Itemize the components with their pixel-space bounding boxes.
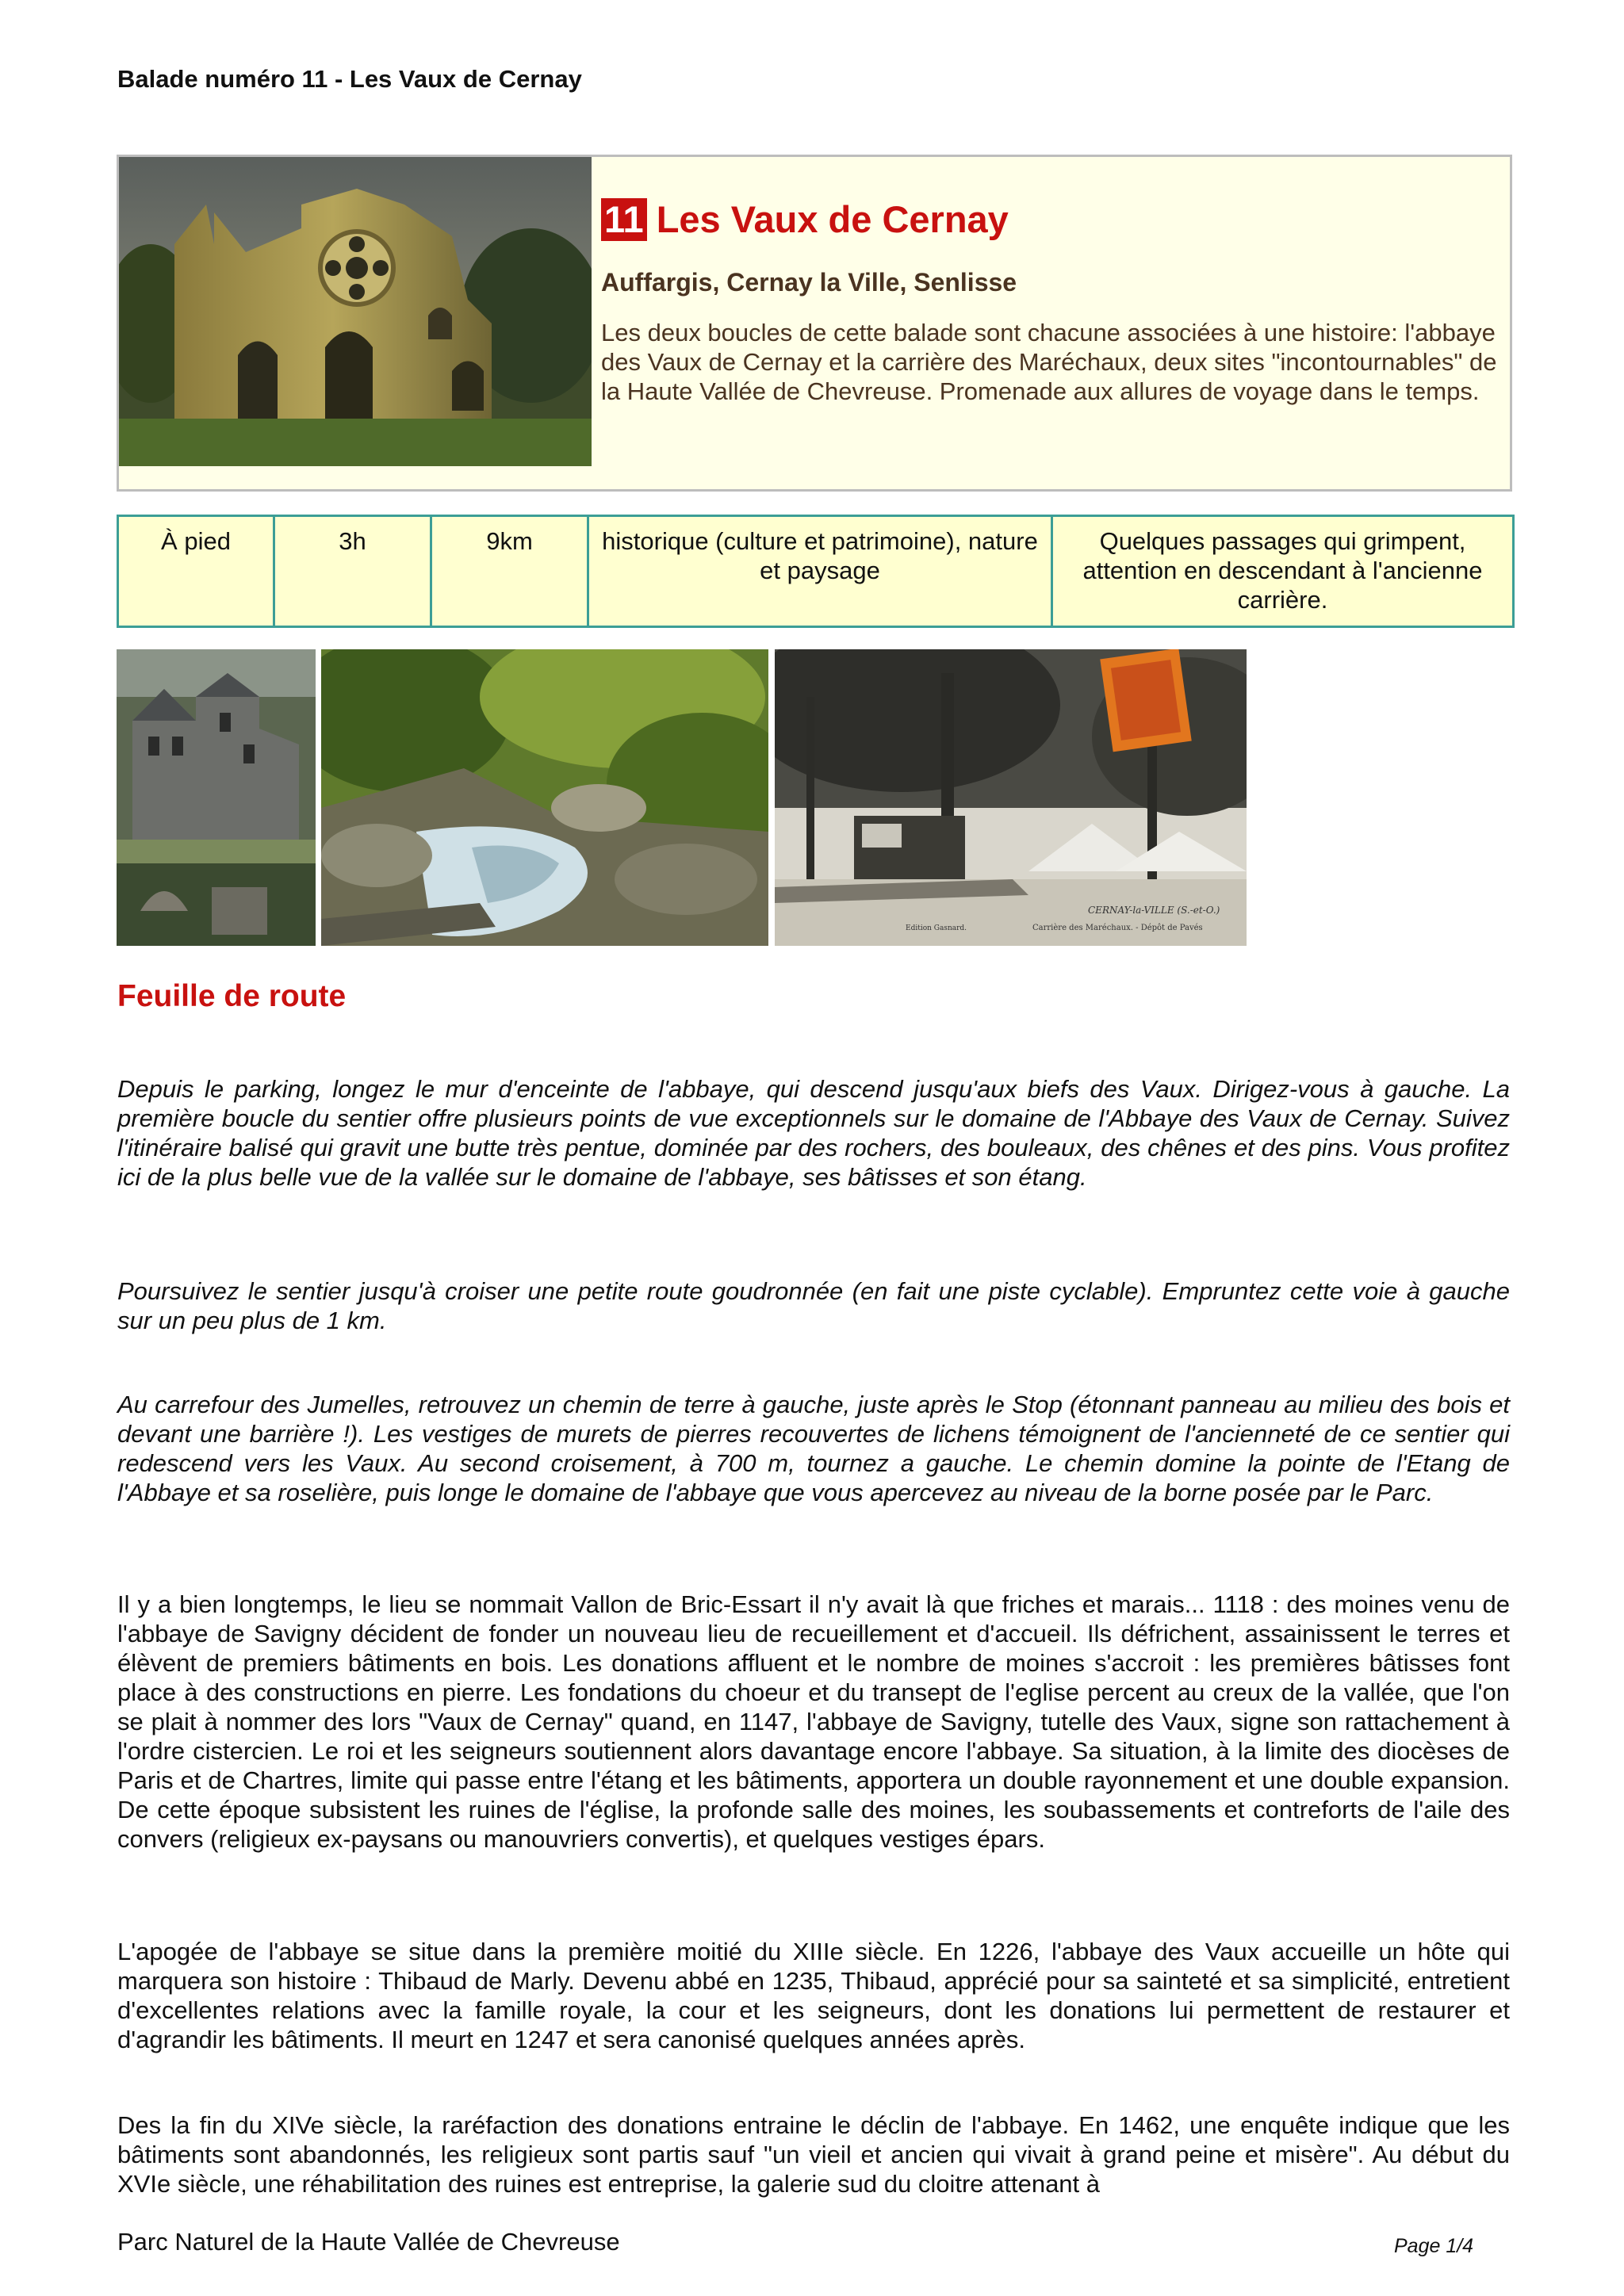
paragraph: L'apogée de l'abbaye se situe dans la première moitié du XIIIe siècle. En 1226, l'abbaye des Vaux accueille un hôte qui marquera son histoire : Thibaud de Marly. Devenu abbé en 1235, Thibaud, apprécié pour sa sainteté et sa simplicité, entretient d'excellentes relations avec la famille royale, la cour et les seigneurs, dont les donations lui permettent de restaurer et d'agrandir les bâtiments. Il meurt en 1247 et sera canonisé quelques années après. [117,1938,1510,2053]
paragraph: Il y a bien longtemps, le lieu se nommait Vallon de Bric-Essart il n'y avait là que friches et marais... 1118 : des moines venu de l'abbaye de Savigny décident de fonder un nouveau lieu de recueillement et d'accueil. Ils défrichent, assainissent le terres et élèvent de premiers bâtiments en bois. Les donations affluent et le nombre de moines s'accroit : les premières bâtisses font place à des constructions en pierre. Les fondations du choeur et du transept de l'eglise percent au creux de la vallée, que l'on se plait à nommer des lors "Vaux de Cernay" quand, en 1147, l'abbaye de Savigny, tutelle des Vaux, signe son rattachement à l'ordre cistercien. Le roi et les seigneurs soutiennent alors davantage encore l'abbaye. Sa situation, à la limite des diocèses de Paris et de Chartres, limite qui passe entre l'étang et les bâtiments, apportera un double rayonnement et une double expansion. De cette époque subsistent les ruines de l'église, la profonde salle des moines, les soubassements et contreforts de l'aile des convers (religieux ex-paysans ou manouvriers convertis), et quelques vestiges épars. [117,1590,1510,1853]
walk-title: Les Vaux de Cernay [656,198,1009,240]
paragraph: Des la fin du XIVe siècle, la raréfaction des donations entraine le déclin de l'abbaye. En 1462, une enquête indique que les bâtiments sont abandonnés, les religieux sont partis sauf "un vieil et ancien qui vivait à grand peine et misère". Au début du XVIe siècle, une réhabilitation des ruines est entreprise, la galerie sud du cloitre attenant à [117,2111,1510,2198]
abbey-buildings-photo [117,649,316,946]
quarry-postcard-photo [775,649,1247,946]
postcard-caption-place: CERNAY-la-VILLE (S.-et-O.) [1088,905,1220,916]
info-distance: 9km [431,516,588,627]
walk-number-badge: 11 [601,198,647,241]
postcard-caption-editor: Edition Gasnard. [906,924,967,932]
paragraph: Au carrefour des Jumelles, retrouvez un chemin de terre à gauche, juste après le Stop (étonnant panneau au milieu des bois et devant une barrière !). Les vestiges de murets de pierres recouvertes de lichens témoignent de l'ancienneté de ce sentier qui redescend vers les Vaux. Au second croisement, à 700 m, tournez a gauche. Le chemin domine la pointe de l'Etang de l'Abbaye et sa roselière, puis longe le domaine de l'abbaye que vous apercevez au niveau de la borne posée par le Parc. [117,1391,1510,1506]
info-difficulty: Quelques passages qui grimpent, attention en descendant à l'ancienne carrière. [1052,516,1514,627]
footer-organization: Parc Naturel de la Haute Vallée de Chevreuse [117,2228,620,2256]
info-theme: historique (culture et patrimoine), nature et paysage [588,516,1052,627]
info-mode: À pied [118,516,274,627]
info-duration: 3h [274,516,431,627]
stream-photo [321,649,768,946]
title-row [601,198,1497,241]
intro-description: Les deux boucles de cette balade sont chacune associées à une histoire: l'abbaye des Vaux de Cernay et la carrière des Maréchaux, deux sites "incontournables" de la Haute Vallée de Chevreuse. Promenade aux allures de voyage dans le temps. [601,319,1497,405]
intro-box [117,155,1512,492]
communes: Auffargis, Cernay la Ville, Senlisse [601,268,1017,297]
paragraph: Poursuivez le sentier jusqu'à croiser une petite route goudronnée (en fait une piste cyclable). Empruntez cette voie à gauche sur un peu plus de 1 km. [117,1277,1510,1334]
paragraph: Depuis le parking, longez le mur d'enceinte de l'abbaye, qui descend jusqu'aux biefs des Vaux. Dirigez-vous à gauche. La première boucle du sentier offre plusieurs points de vue exceptionnels sur le domaine de l'Abbaye des Vaux de Cernay. Suivez l'itinéraire balisé qui gravit une butte très pentue, dominée par des rochers, des bouleaux, des chênes et des pins. Vous profitez ici de la plus belle vue de la vallée sur le domaine de l'abbaye, ses bâtisses et son étang. [117,1075,1510,1191]
document-header: Balade numéro 11 - Les Vaux de Cernay [117,65,582,93]
postcard-caption-subject: Carrière des Maréchaux. - Dépôt de Pavés [1032,924,1203,932]
abbey-ruins-photo [119,157,592,466]
page-number: Page 1/4 [1394,2235,1474,2257]
section-title: Feuille de route [117,979,347,1013]
intro-text [601,198,1497,406]
walk-info-table [117,515,1515,628]
